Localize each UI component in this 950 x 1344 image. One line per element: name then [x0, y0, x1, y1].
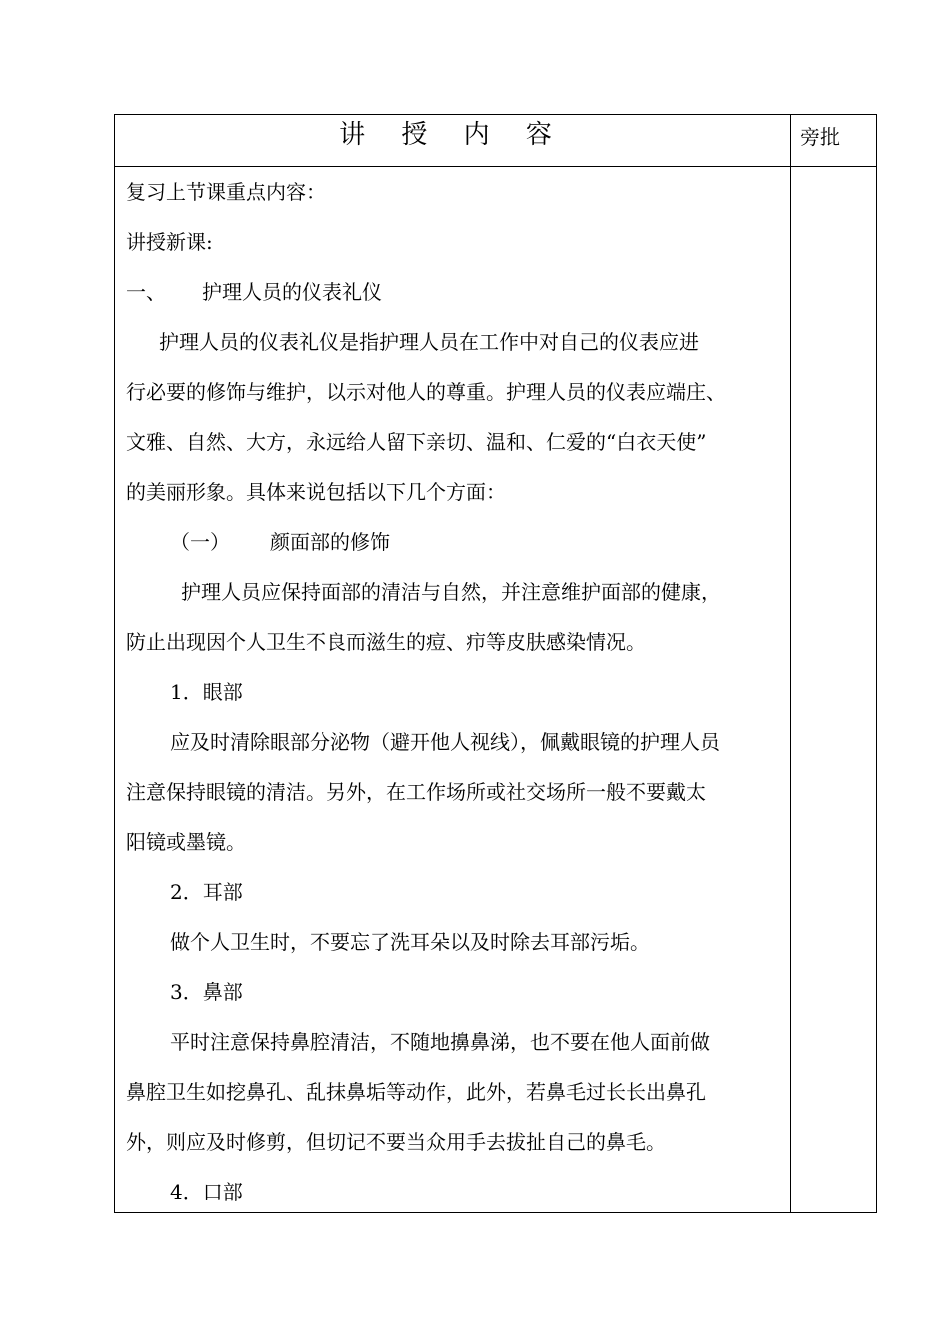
paragraph-line: 防止出现因个人卫生不良而滋生的痘、疖等皮肤感染情况。 — [126, 630, 646, 654]
review-line: 复习上节课重点内容： — [126, 180, 326, 204]
paragraph-line: 阳镜或墨镜。 — [126, 830, 246, 854]
lesson-body — [126, 167, 782, 1217]
header-side-notes: 旁批 — [800, 125, 840, 149]
paragraph-line: 护理人员的仪表礼仪是指护理人员在工作中对自己的仪表应进 — [159, 330, 699, 354]
section-title: 护理人员的仪表礼仪 — [202, 280, 382, 304]
subsection-number: （一） — [170, 530, 230, 554]
header-teaching-content: 讲 授 内 容 — [339, 120, 566, 150]
item-heading: 1．眼部 — [170, 680, 243, 704]
paragraph-line: 文雅、自然、大方，永远给人留下亲切、温和、仁爱的“白衣天使” — [126, 430, 707, 454]
paragraph-line: 外，则应及时修剪，但切记不要当众用手去拔扯自己的鼻毛。 — [126, 1130, 666, 1154]
paragraph-line: 鼻腔卫生如挖鼻孔、乱抹鼻垢等动作，此外，若鼻毛过长长出鼻孔 — [126, 1080, 706, 1104]
lesson-table — [114, 114, 877, 1213]
paragraph-line: 护理人员应保持面部的清洁与自然，并注意维护面部的健康， — [181, 580, 721, 604]
paragraph-line: 注意保持眼镜的清洁。另外，在工作场所或社交场所一般不要戴太 — [126, 780, 706, 804]
paragraph-line: 做个人卫生时，不要忘了洗耳朵以及时除去耳部污垢。 — [170, 930, 650, 954]
subsection-heading — [126, 517, 782, 567]
new-lesson-line: 讲授新课: — [126, 230, 213, 254]
column-divider — [790, 115, 791, 1212]
paragraph-line: 平时注意保持鼻腔清洁，不随地擤鼻涕，也不要在他人面前做 — [170, 1030, 710, 1054]
item-heading: 4．口部 — [170, 1180, 243, 1204]
paragraph-line: 的美丽形象。具体来说包括以下几个方面： — [126, 480, 506, 504]
section-number: 一、 — [126, 280, 166, 304]
item-heading: 3．鼻部 — [170, 980, 243, 1004]
item-heading: 2．耳部 — [170, 880, 243, 904]
section-heading — [126, 267, 782, 317]
paragraph-line: 行必要的修饰与维护，以示对他人的尊重。护理人员的仪表应端庄、 — [126, 380, 726, 404]
subsection-title: 颜面部的修饰 — [270, 530, 390, 554]
paragraph-line: 应及时清除眼部分泌物（避开他人视线），佩戴眼镜的护理人员 — [170, 730, 720, 754]
